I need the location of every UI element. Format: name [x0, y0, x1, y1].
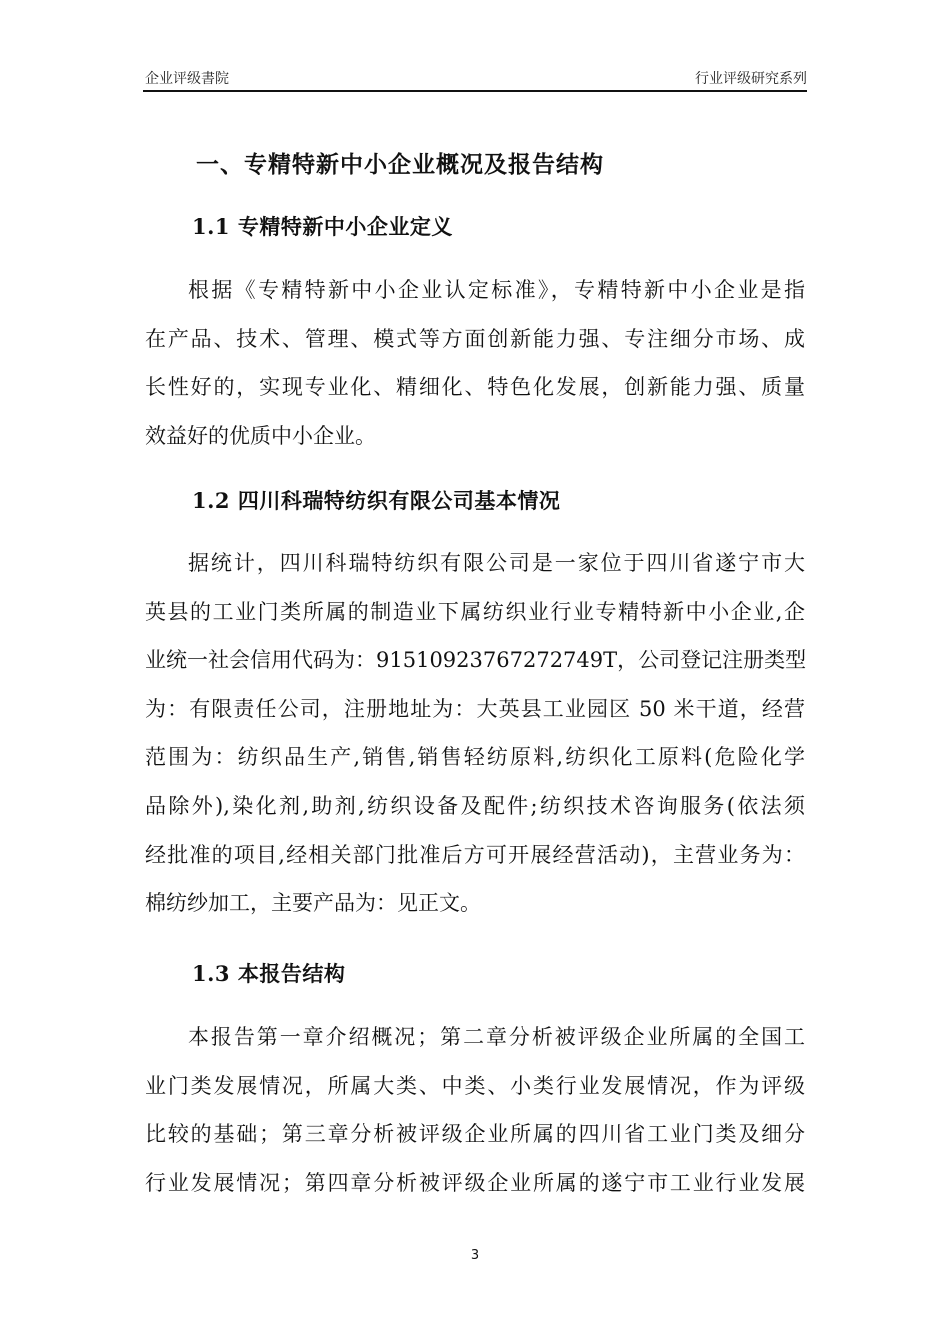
text-line: 效益好的优质中小企业。	[145, 423, 376, 448]
text-line: 范围为：纺织品生产,销售,销售轻纺原料,纺织化工原料(危险化学	[145, 745, 805, 770]
text-line: 棉纺纱加工，主要产品为：见正文。	[145, 891, 481, 916]
text-line: 为：有限责任公司，注册地址为：大英县工业园区 50 米干道，经营	[145, 696, 805, 721]
header-rule	[143, 90, 807, 92]
text-line: 长性好的，实现专业化、精细化、特色化发展，创新能力强、质量	[145, 375, 805, 400]
paragraph	[145, 266, 805, 460]
text-line: 据统计，四川科瑞特纺织有限公司是一家位于四川省遂宁市大	[188, 551, 805, 575]
text-line: 在产品、技术、管理、模式等方面创新能力强、专注细分市场、成	[145, 326, 805, 351]
text-line: 品除外),染化剂,助剂,纺织设备及配件;纺织技术咨询服务(依法须	[145, 793, 805, 818]
text-line: 经批准的项目,经相关部门批准后方可开展经营活动)，主营业务为：	[145, 842, 805, 867]
paragraph	[145, 539, 805, 928]
text-line: 本报告第一章介绍概况；第二章分析被评级企业所属的全国工	[188, 1025, 805, 1049]
text-line: 比较的基础；第三章分析被评级企业所属的四川省工业门类及细分	[145, 1122, 805, 1147]
text-line: 根据《专精特新中小企业认定标准》，专精特新中小企业是指	[188, 278, 805, 302]
text-line: 英县的工业门类所属的制造业下属纺织业行业专精特新中小企业,企	[145, 599, 805, 624]
section-heading: 1.3 本报告结构	[192, 961, 346, 986]
text-line: 行业发展情况；第四章分析被评级企业所属的遂宁市工业行业发展	[145, 1170, 805, 1195]
text-line: 业门类发展情况，所属大类、中类、小类行业发展情况，作为评级	[145, 1073, 805, 1098]
header-right: 行业评级研究系列	[695, 71, 807, 87]
section-heading: 1.2 四川科瑞特纺织有限公司基本情况	[192, 488, 561, 513]
chapter-title: 一、专精特新中小企业概况及报告结构	[196, 151, 604, 178]
paragraph	[145, 1013, 805, 1207]
section-heading: 1.1 专精特新中小企业定义	[192, 214, 453, 239]
header-left: 企业评级書院	[145, 71, 229, 87]
page-number: 3	[470, 1248, 480, 1263]
text-line: 业统一社会信用代码为：91510923767272749T，公司登记注册类型	[145, 648, 807, 673]
